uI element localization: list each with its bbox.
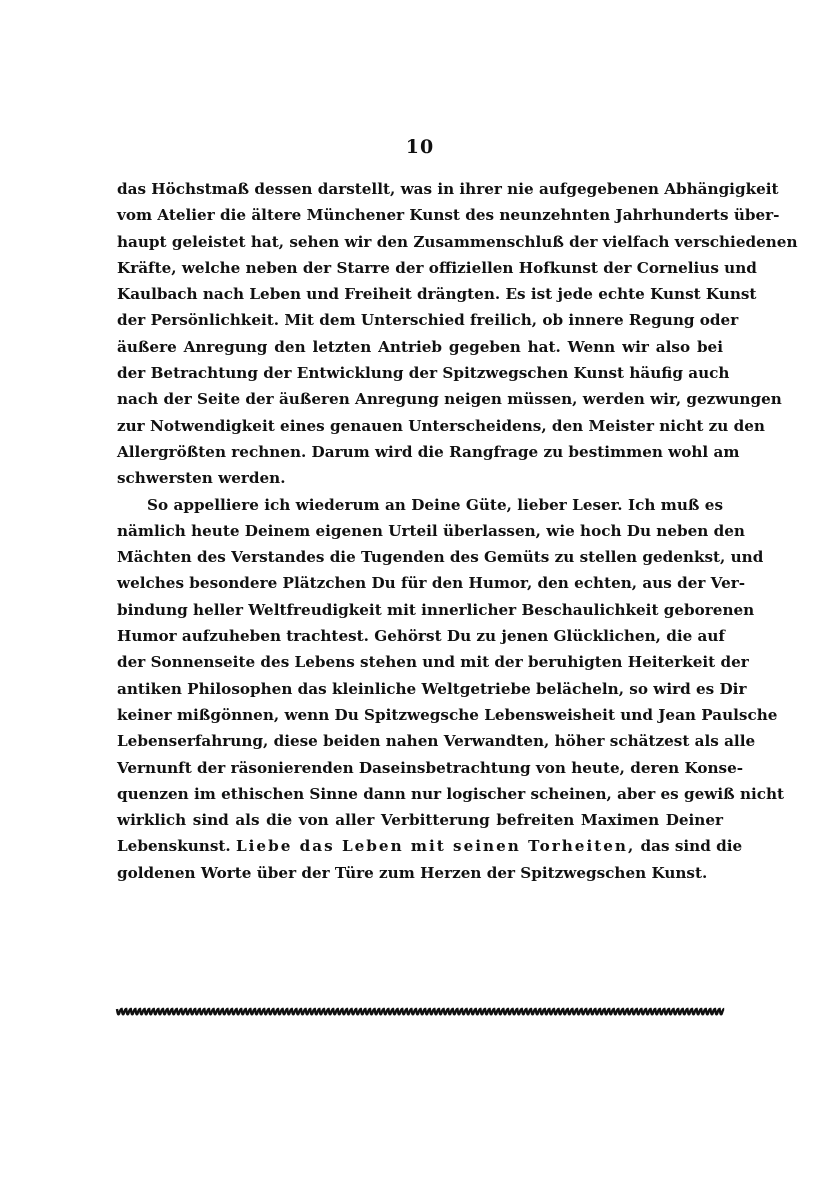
text-line: Allergrößten rechnen. Darum wird die Rangfrage zu bestimmen wohl am [117, 442, 740, 461]
text-line: Lebenserfahrung, diese beiden nahen Verwandten, höher schätzest als alle [117, 732, 756, 751]
paragraph-1 [117, 176, 798, 492]
text-line: quenzen im ethischen Sinne dann nur logischer scheinen, aber es gewiß nicht [117, 784, 785, 803]
text-line: Kräfte, welche neben der Starre der offiziellen Hofkunst der Cornelius und [117, 258, 757, 277]
text-line: das Höchstmaß dessen darstellt, was in ihrer nie aufgegebenen Abhängigkeit [117, 180, 779, 198]
text-line: der Persönlichkeit. Mit dem Unterschied freilich, ob innere Regung oder [117, 311, 739, 330]
text-line: der Betrachtung der Entwicklung der Spitzwegschen Kunst häufig auch [117, 364, 730, 383]
text-line: So appelliere ich wiederum an Deine Güte, lieber Leser. Ich muß es [147, 495, 723, 514]
text-line [117, 833, 743, 859]
text-line: keiner mißgönnen, wenn Du Spitzwegsche Lebensweisheit und Jean Paulsche [117, 705, 778, 724]
wavy-ornament-divider [117, 1004, 725, 1020]
text-line: Humor aufzuheben trachtest. Gehörst Du zu jenen Glücklichen, die auf [117, 627, 725, 646]
text-line: bindung heller Weltfreudigkeit mit innerlicher Beschaulichkeit geborenen [117, 600, 755, 619]
text-line: Vernunft der räsonierenden Daseinsbetrachtung von heute, deren Konse- [117, 758, 744, 777]
paragraph-2 [117, 492, 785, 886]
text-line: äußere Anregung den letzten Antrieb gegeben hat. Wenn wir also bei [117, 337, 723, 356]
text-line: Kaulbach nach Leben und Freiheit drängten. Es ist jede echte Kunst Kunst [117, 285, 757, 304]
text-line: nach der Seite der äußeren Anregung neigen müssen, werden wir, gezwungen [117, 390, 782, 409]
line-lead: Lebenskunst. [117, 837, 231, 856]
text-line: schwersten werden. [117, 469, 286, 488]
text-line: antiken Philosophen das kleinliche Weltgetriebe belächeln, so wird es Dir [117, 679, 747, 698]
text-line: welches besondere Plätzchen Du für den Humor, den echten, aus der Ver- [117, 574, 746, 593]
text-line: zur Notwendigkeit eines genauen Unterscheidens, den Meister nicht zu den [117, 416, 765, 435]
spaced-quote: Liebe das Leben mit seinen Torheiten, [235, 837, 636, 856]
text-line: goldenen Worte über der Türe zum Herzen der Spitzwegschen Kunst. [117, 863, 708, 882]
text-line: vom Atelier die ältere Münchener Kunst des neunzehnten Jahrhunderts über- [117, 206, 780, 225]
page-number: 10 [405, 136, 435, 158]
line-tail: das sind die [640, 837, 743, 856]
text-line: Mächten des Verstandes die Tugenden des Gemüts zu stellen gedenkst, und [117, 548, 764, 567]
text-line: nämlich heute Deinem eigenen Urteil überlassen, wie hoch Du neben den [117, 521, 745, 540]
body-text [117, 176, 798, 886]
text-line: der Sonnenseite des Lebens stehen und mit der beruhigten Heiterkeit der [117, 653, 749, 672]
text-line: wirklich sind als die von aller Verbitterung befreiten Maximen Deiner [117, 811, 723, 830]
text-line: haupt geleistet hat, sehen wir den Zusammenschluß der vielfach verschiedenen [117, 232, 798, 251]
